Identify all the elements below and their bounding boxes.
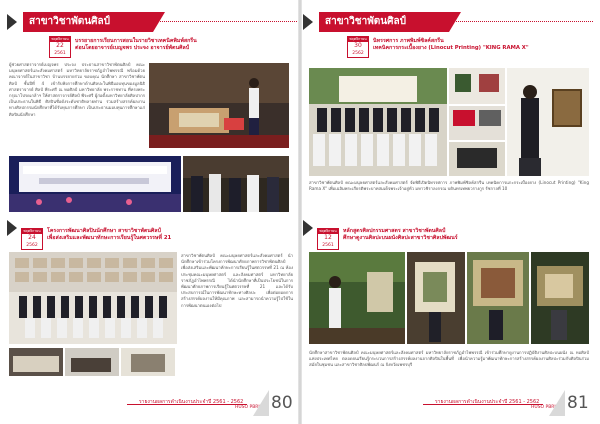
date-day: 24 bbox=[28, 234, 36, 241]
article-title-line2: ศึกษาดูงานศิลปะบนผนังศิลปะสาขาวิชาศิลปพัฒนร์ bbox=[343, 235, 458, 241]
article-title-line2: เทคนิคการกระเบื้องยาง (Linocut Printing) "KING RAMA X" bbox=[373, 45, 529, 51]
date-day: 30 bbox=[354, 42, 362, 49]
page-number: 80 bbox=[271, 393, 293, 413]
footer-subtitle: HUSO PBRU bbox=[235, 405, 262, 410]
section-title: สาขาวิชาพัตนศิลป์ bbox=[23, 12, 153, 32]
article-photo-ceremony bbox=[149, 63, 289, 148]
article-photo-mural-1 bbox=[309, 252, 405, 344]
article-body: สาขาวิชาพัตนศิลป์ คณะมนุษยศาสตร์และสังคมศาสตร์ จัดพิธีเปิดนิทรรศการ ภาพพิมพ์ซิลค์สกรีน เทคนิคการแกะกระเบื้องยาง (Linocut Printing) "King Rama X" เพื่อเฉลิมพระเกียรติพระบาทสมเด็จพระเจ้าอยู่หัว มหาวชิราลงกรณ บดินทรเทพยวรางกูร รัชกาลที่ 10 bbox=[309, 180, 589, 192]
header-triangle-icon bbox=[303, 14, 313, 30]
footer-title: รายงานผลการดำเนินงานประจำปี 2561 - 2562 bbox=[139, 399, 244, 405]
footer-deco-icon bbox=[253, 390, 269, 416]
article-photo-mural-4 bbox=[531, 252, 589, 344]
footer-subtitle: HUSO PBRU bbox=[531, 405, 558, 410]
article-date-badge bbox=[317, 228, 339, 250]
date-year: 2562 bbox=[26, 243, 38, 248]
article-body: สาขาวิชาพัตนศิลป์ คณะมนุษยศาสตร์และสังคมศาสตร์ นำนักศึกษาเข้าร่วมโครงการพัฒนาศักยภาพการวิชาพัตนศิลป์ เพื่อส่งเสริมและพัฒนาทักษะการเรียนรู้ในศตวรรษที่ 21 ณ ห้องประชุมคณะมนุษยศาสตร์ และสังคมศาสตร์ มหาวิทยาลัยราชภัฏอำไพพรรณี ได้นำนักศึกษาที่เป็นประโยชน์ในการพัฒนาศักยภาพการเรียนรู้ในศตวรรษที่ 21 และได้รับประสบการณ์ในการพัฒนาทักษะทางศิลปะ เพื่อต่อยอดการสร้างสรรค์ผลงานให้มีคุณภาพ และสามารถนำความรู้ไปใช้ในการพัฒนาตนเองต่อไป bbox=[181, 253, 293, 308]
section-title: สาขาวิชาพัตนศิลป์ bbox=[319, 12, 449, 32]
date-day: 12 bbox=[324, 234, 332, 241]
header-triangle-icon bbox=[7, 220, 17, 236]
date-month: พฤศจิกายน bbox=[349, 37, 367, 41]
article-body: ผู้ช่วยศาสตราจารย์เบญจพร ประจง ประธานสาขาวิชาพัตนศิลป์ คณะมนุษยศาสตร์และสังคมศาสตร์ มหาวิทยาลัยราชภัฏอำไพพรรณี พร้อมด้วยคณาจารย์ในสาขาวิชา บ้านบรรยายร่วม ขอบคุณ นักศึกษา สาขาวิชาพัตนศิลป์ ชั้นปีที่ 4 เข้ารับฟังการศึกษาด้านศิลปะในพิธีมอบทุนของมูลนิธิศาสตราจารย์ ศิลป์ พีระศรี ณ หอศิลป์ มหาวิทยาลัย พระราชทาน ที่ทรงพระกรุณาโปรดเกล้าฯ ให้ศาสตราจารย์ศิลป์ พีระศรี ผู้ก่อตั้งมหาวิทยาลัยศิลปากร เป็นประธานในพิธี ศิลปินชื่อดังระดับชาติหลายท่าน ร่วมสร้างสรรค์ผลงานทางศิลปกรรมนักศึกษาที่ได้รับทุนการศึกษา เป็นประธานมอบทุนการศึกษาแก่ศิลปินนักศึกษา bbox=[9, 62, 145, 117]
article-photo-gallery-2 bbox=[449, 106, 505, 140]
article-photo-artwork-viewer bbox=[507, 68, 589, 176]
date-year: 2561 bbox=[54, 51, 66, 56]
article-title-line1: โครงการพัฒนาศิลปินนักศึกษา สาขาวิชาพัตนศิลป์ bbox=[47, 228, 161, 234]
article-date-badge bbox=[21, 228, 43, 250]
header-triangle-icon bbox=[7, 14, 17, 30]
article-title-line2: เพื่อส่งเสริมและพัฒนาทักษะการเรียนรู้ในศตวรรษที่ 21 bbox=[47, 235, 172, 241]
article-photo-gallery-1 bbox=[449, 68, 505, 104]
article-photo-mural-3 bbox=[467, 252, 529, 344]
article-date-badge bbox=[347, 36, 369, 58]
right-page bbox=[303, 6, 593, 418]
header-divider bbox=[453, 21, 593, 22]
article-photo-mural-2 bbox=[407, 252, 465, 344]
article-date-badge bbox=[49, 36, 71, 58]
article-title-line1: หลักสูตรศิลปกรรมศาสตร สาขาวิชาพัตนศิลป์ bbox=[343, 228, 446, 234]
article-thumb-2 bbox=[65, 348, 119, 376]
left-page bbox=[7, 6, 297, 418]
article-photo-hall bbox=[9, 156, 181, 212]
article-title bbox=[343, 228, 589, 242]
date-month: พฤศจิกายน bbox=[51, 37, 69, 41]
article-title-line2: ต่อนโดยอาจารย์เบญจพร ประจง อาจารย์พัตนศิลป์ bbox=[75, 45, 190, 51]
section-header bbox=[7, 10, 297, 32]
article-title-line1: บรรยายการเรียนการสอนในรายวิชาเทคนิคพิมพ์สกรีน bbox=[75, 38, 197, 44]
date-year: 2561 bbox=[322, 243, 334, 248]
article-body: นักศึกษาสาขาวิชาพัตนศิลป์ คณะมนุษยศาสตร์และสังคมศาสตร์ มหาวิทยาลัยราชภัฏอำไพพรรณี เข้าร่วมศึกษาดูงานการปฏิบัติงานศิลปะบนผนัง ณ หอศิลป์แห่งประเทศไทย ตลอดจนเรียนรู้กระบวนการสร้างสรรค์ผลงานจากศิลปินในพื้นที่ เพื่อนำความรู้มาพัฒนาทักษะการสร้างสรรค์ผลงานศิลปะร่วมกับศิลปินร่วมสมัยในชุมชน และสาขาวิชาศิลปพัฒนร์ ณ จังหวัดเพชรบุรี bbox=[309, 350, 589, 368]
date-month: พฤศจิกายน bbox=[319, 229, 337, 233]
article-title bbox=[373, 38, 589, 52]
date-year: 2562 bbox=[352, 51, 364, 56]
article-thumb-1 bbox=[9, 348, 63, 376]
date-month: พฤศจิกายน bbox=[23, 229, 41, 233]
header-triangle-icon bbox=[303, 220, 313, 236]
book-spine bbox=[298, 0, 302, 424]
article-photo-group bbox=[183, 156, 289, 212]
article-photo-gallery-3 bbox=[449, 142, 505, 176]
article-thumb-3 bbox=[121, 348, 175, 376]
article-title bbox=[47, 228, 293, 242]
footer-deco-icon bbox=[549, 390, 565, 416]
date-day: 22 bbox=[56, 42, 64, 49]
article-photo-exhibition-group bbox=[309, 68, 447, 176]
footer-title: รายงานผลการดำเนินงานประจำปี 2561 - 2562 bbox=[435, 399, 540, 405]
article-photo-students bbox=[9, 252, 177, 344]
page-footer bbox=[7, 390, 297, 416]
article-title-line1: นิทรรศการ ภาพพิมพ์ซิลค์สกรีน bbox=[373, 38, 444, 44]
page-footer bbox=[303, 390, 593, 416]
section-header bbox=[303, 10, 593, 32]
header-divider bbox=[157, 21, 297, 22]
page-number: 81 bbox=[567, 393, 589, 413]
article-title bbox=[75, 38, 293, 52]
